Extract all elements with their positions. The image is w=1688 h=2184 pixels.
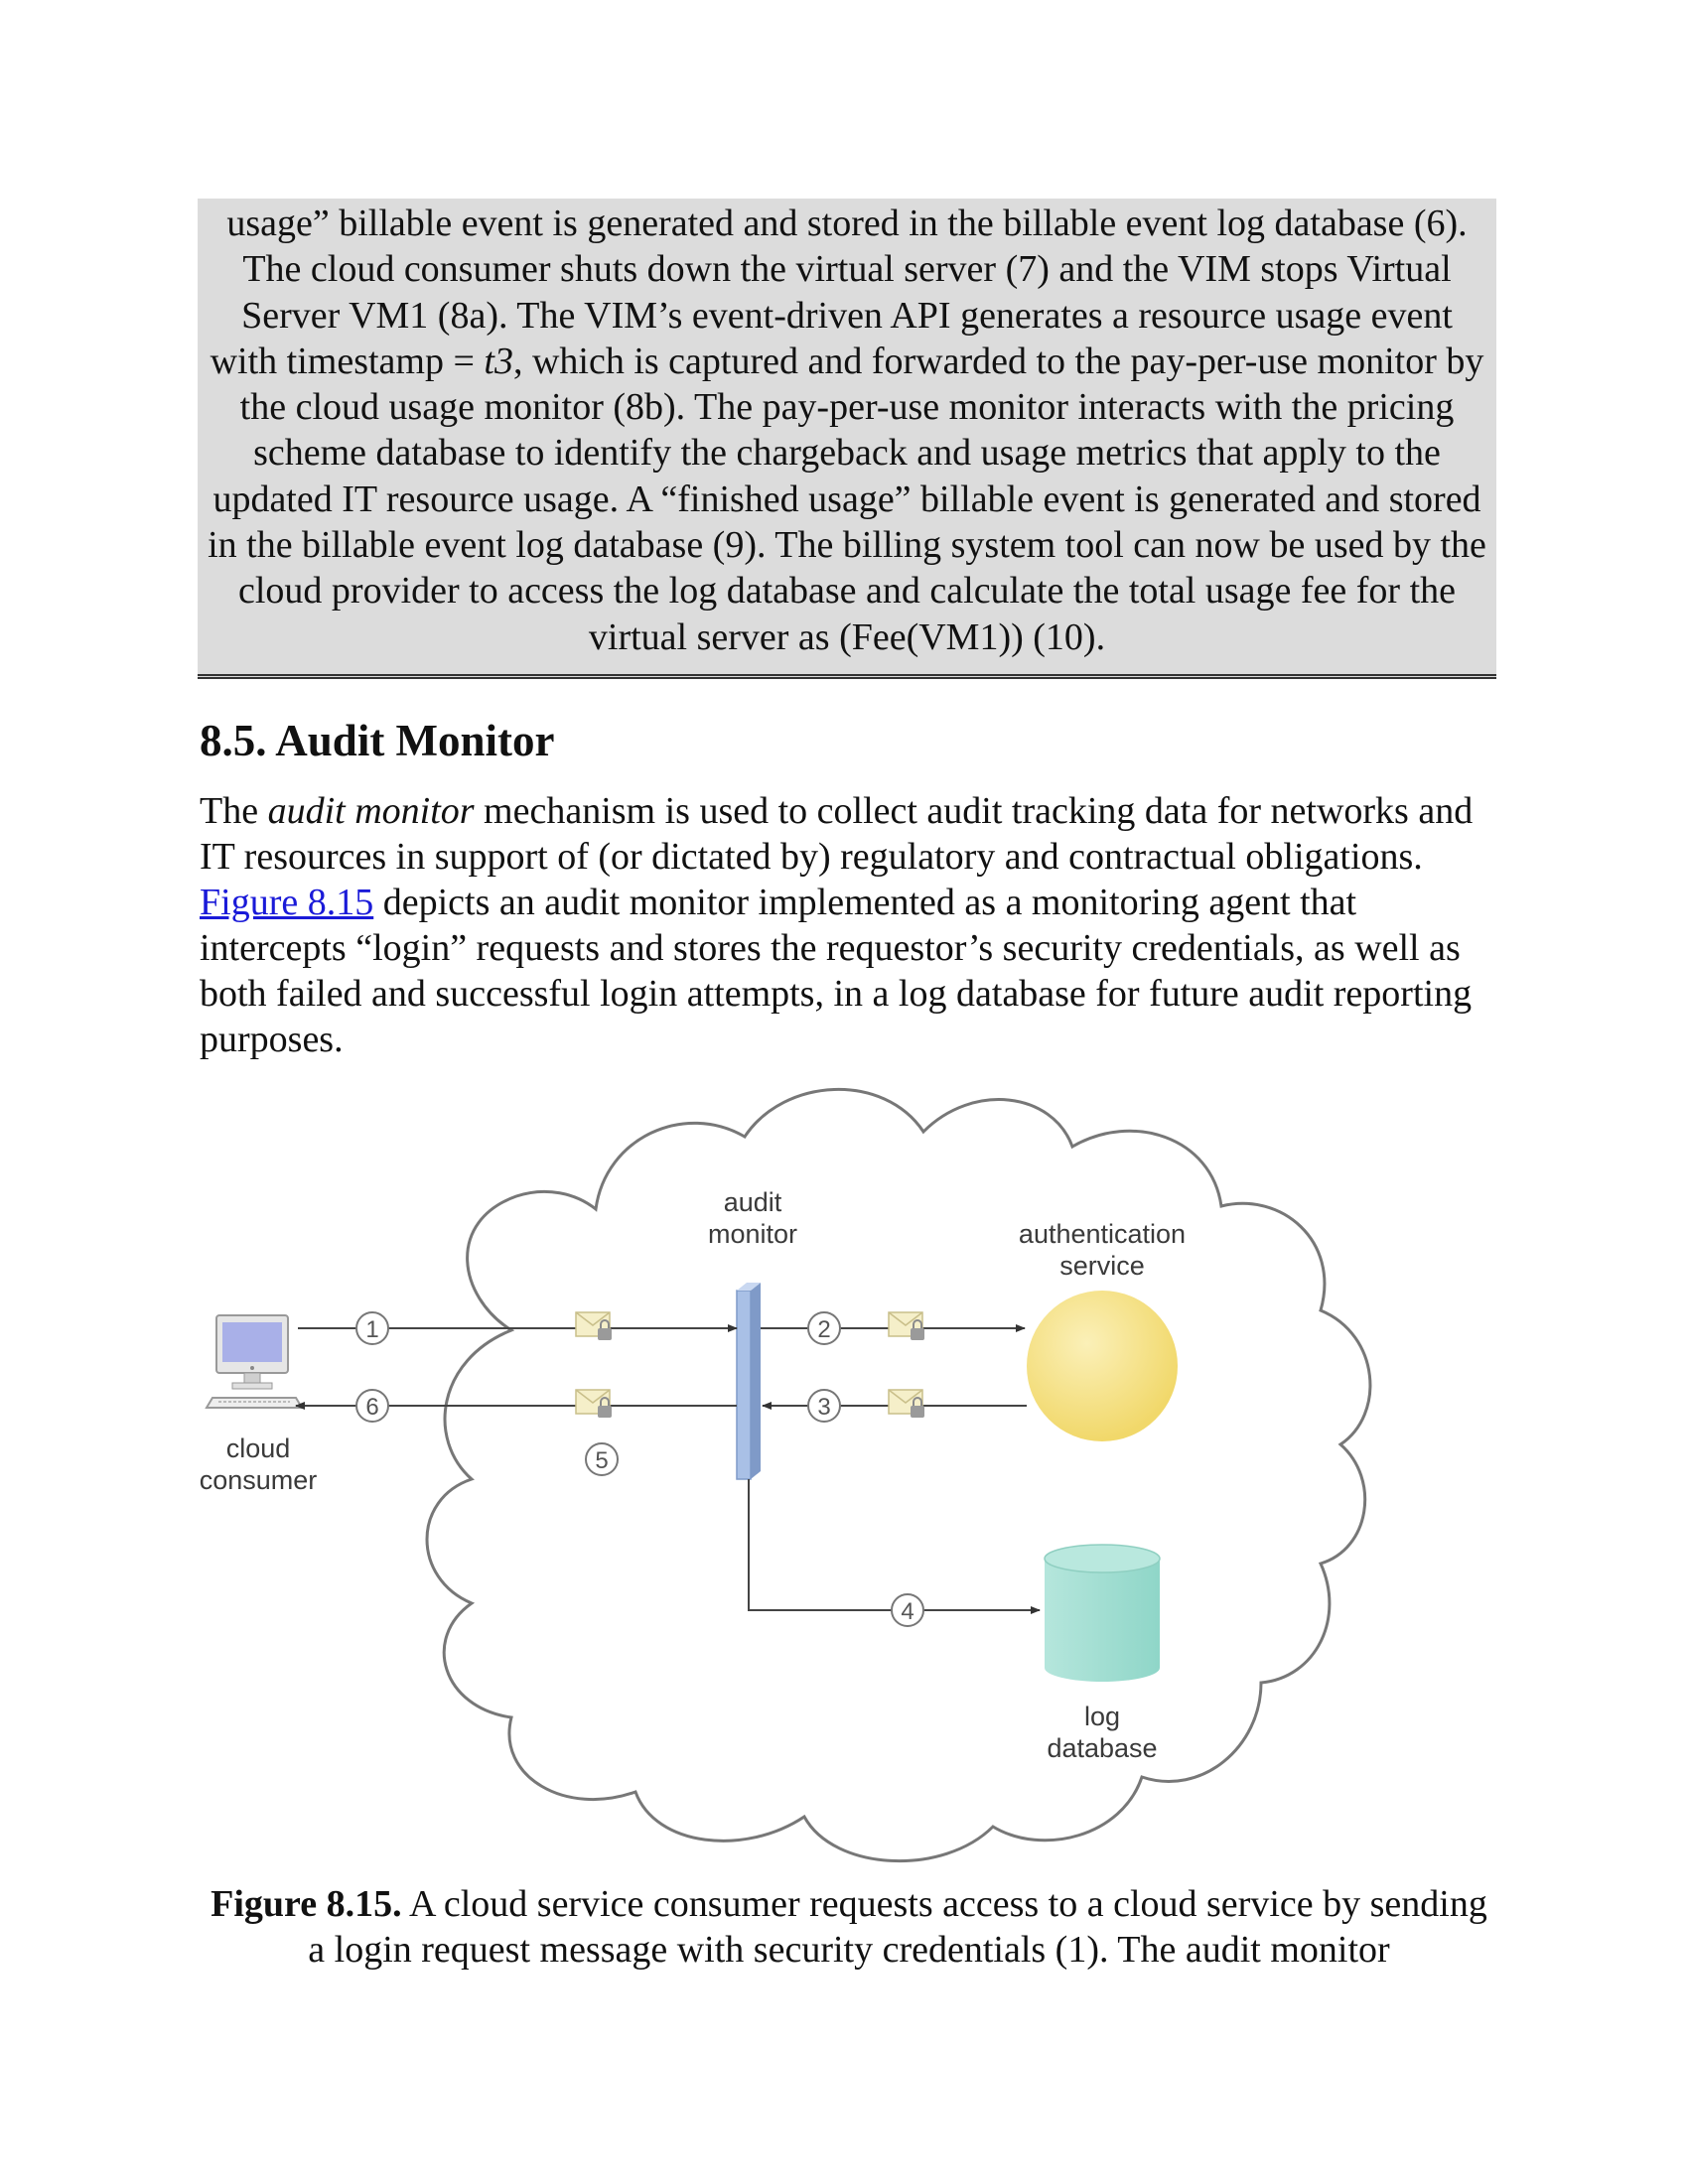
- step-3-badge: [808, 1390, 840, 1422]
- step-6-number: 6: [365, 1394, 379, 1421]
- cloud-consumer-label-line2: consumer: [199, 1465, 318, 1495]
- audit-monitor-diagram: [189, 1062, 1509, 1886]
- authentication-service-sphere: [1027, 1291, 1178, 1441]
- figure-caption: [199, 1881, 1499, 1973]
- auth-service-label-line1: authentication: [1018, 1219, 1187, 1249]
- audit-monitor-label-line2: monitor: [707, 1219, 798, 1249]
- para-text: depicts an audit monitor implemented as a monitoring agent that intercepts “login” requests and stores the requestor’s security credentials, as well as both failed and successful login attempts, in a log database for future audit reporting purposes.: [200, 882, 1473, 1060]
- auth-service-label-line2: service: [1059, 1251, 1145, 1281]
- step-4-number: 4: [901, 1598, 914, 1625]
- computer-icon: [207, 1315, 302, 1408]
- step-4-badge: [892, 1594, 923, 1626]
- step-5-number: 5: [595, 1447, 609, 1474]
- log-database-label-line2: database: [1047, 1733, 1158, 1763]
- figure-caption-text: A cloud service consumer requests access to a cloud service by sending a login request message with security credentials (1). The audit monitor: [308, 1883, 1487, 1971]
- log-database-cylinder: [1045, 1545, 1160, 1682]
- step-6-badge: [356, 1390, 388, 1422]
- secure-message-icon: [889, 1390, 924, 1418]
- secure-message-icon: [889, 1312, 924, 1340]
- computer-screen: [222, 1322, 282, 1362]
- para-term: audit monitor: [267, 790, 475, 832]
- step-2-badge: [808, 1312, 840, 1344]
- caption-segment: , which is captured and forwarded to the pay-per-use monitor by the cloud usage monitor (8b). The pay-per-use monitor interacts with the pricing scheme database to identify the chargeback and usage metrics that apply to the updated IT resource usage. A “finished usage” billable event is generated and stored in the billable event log database (9). The billing system tool can now be used by the cloud provider to access the log database and calculate the total usage fee for the virtual server as (Fee(VM1)) (10).: [208, 340, 1486, 658]
- secure-message-icon: [576, 1312, 612, 1340]
- secure-message-icon: [576, 1390, 612, 1418]
- cloud-boundary: [427, 1089, 1370, 1860]
- step-2-number: 2: [817, 1316, 831, 1343]
- cloud-consumer-label-line1: cloud: [225, 1433, 291, 1463]
- caption-timestamp-variable: t3: [484, 340, 513, 382]
- figure-caption-label: Figure 8.15.: [211, 1883, 402, 1925]
- audit-monitor-agent: [737, 1283, 761, 1479]
- section-paragraph: [200, 788, 1500, 1062]
- step-3-number: 3: [817, 1394, 831, 1421]
- para-text: The: [200, 790, 268, 832]
- step-1-number: 1: [365, 1316, 379, 1343]
- audit-monitor-bar: [737, 1291, 751, 1479]
- diagram-canvas: [189, 1062, 1509, 1886]
- figure-link[interactable]: Figure 8.15: [200, 882, 374, 923]
- step-1-badge: [356, 1312, 388, 1344]
- audit-monitor-label-line1: audit: [723, 1187, 782, 1217]
- caption-segment: usage” billable event is generated and stored in the billable event log database (6). The cloud consumer shuts down the virtual server (7) and the VIM stops Virtual Server VM1 (8a). The VIM’s event-driven API generates a resource usage event with timestamp =: [210, 203, 1468, 382]
- para-text: mechanism is used to collect audit tracking data for networks and IT resources in support of (or dictated by) regulatory and contractual obligations.: [200, 790, 1474, 878]
- log-database-label-line1: log: [1083, 1702, 1121, 1731]
- continued-caption-box: [198, 199, 1496, 679]
- step-5-badge: [586, 1443, 618, 1475]
- log-write-arrow: [749, 1479, 1040, 1610]
- section-heading: 8.5. Audit Monitor: [200, 716, 555, 765]
- continued-caption-text: [198, 199, 1496, 660]
